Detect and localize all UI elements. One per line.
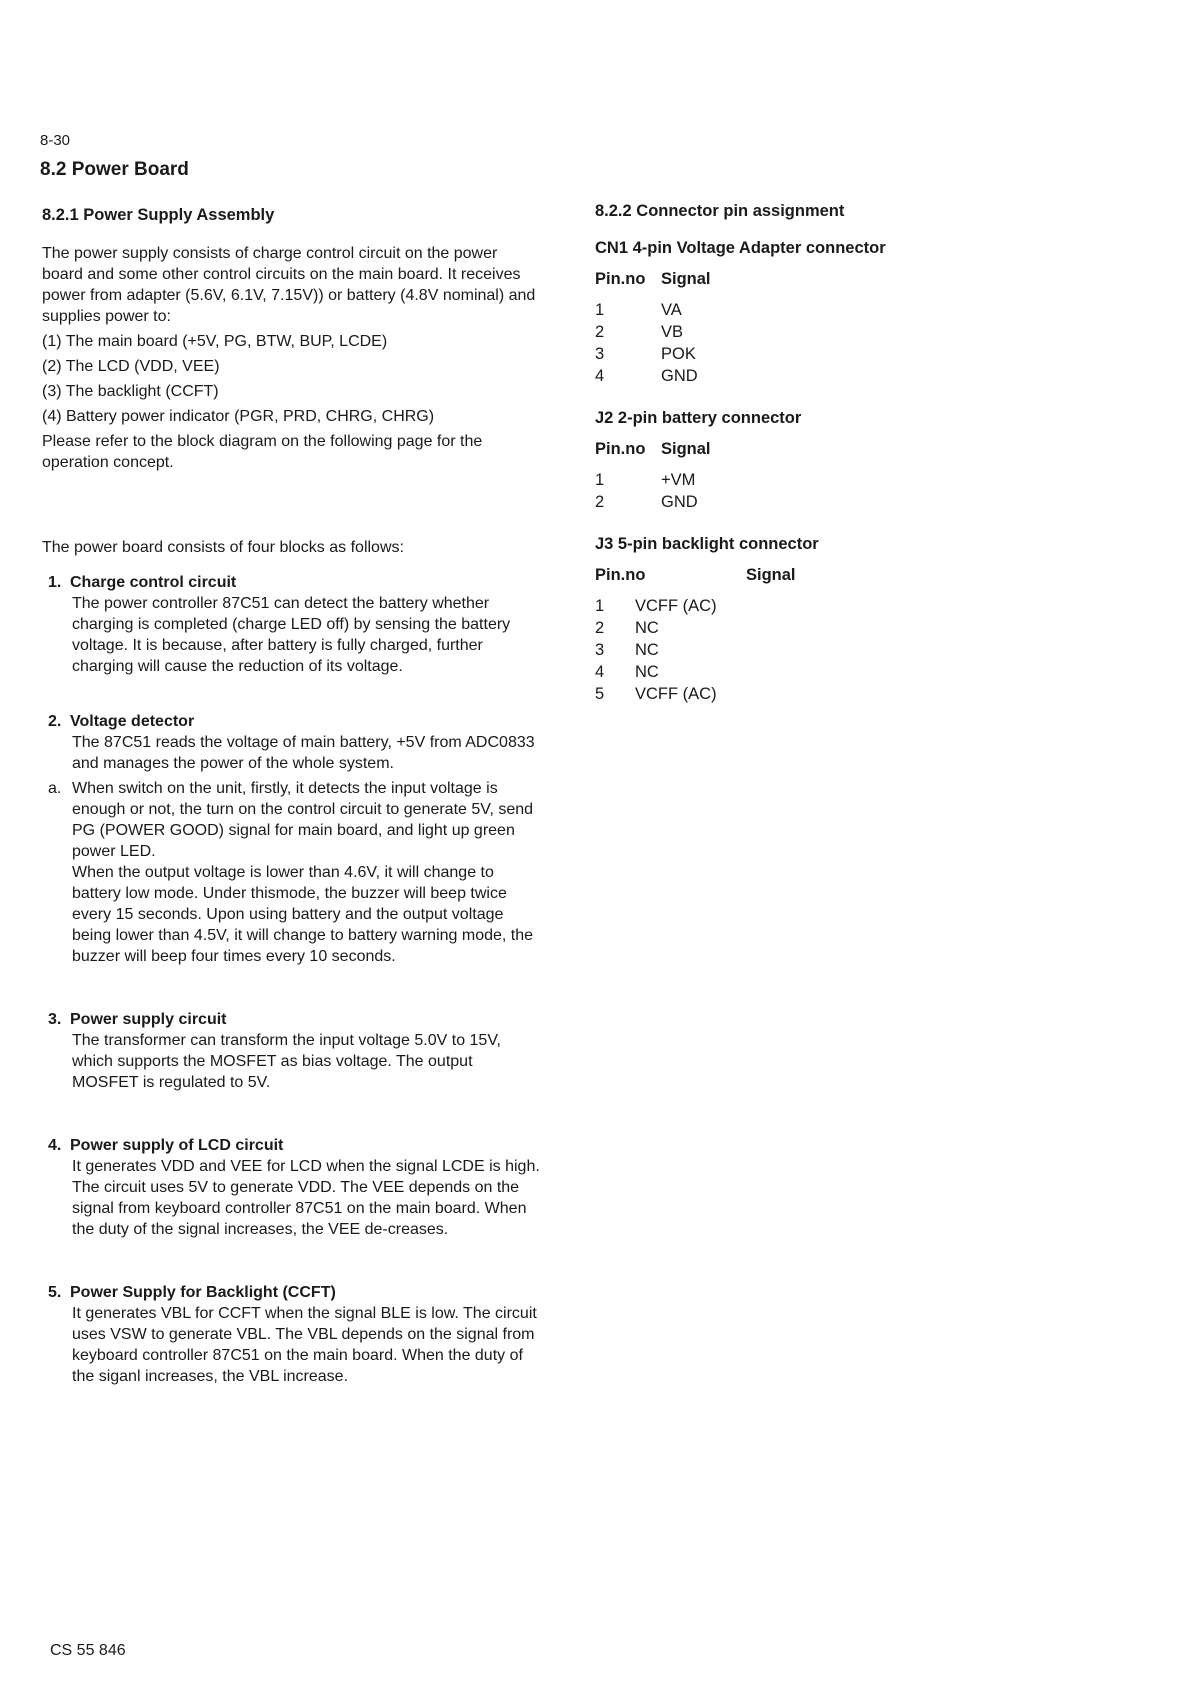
pin-number: 2 [595, 493, 605, 511]
right-column [595, 202, 1015, 705]
pin-number: 4 [595, 663, 605, 681]
left-column [42, 206, 542, 1387]
pin-row [595, 299, 1015, 321]
pin-number: 1 [595, 301, 605, 319]
pin-signal: POK [661, 345, 696, 363]
block-item-lcd-power [42, 1135, 542, 1240]
pin-signal: NC [635, 663, 659, 681]
block-item-heading [42, 1009, 542, 1030]
column-pin-header: Pin.no [595, 566, 646, 584]
section-title: 8.2 Power Board [40, 159, 189, 180]
subitem-paragraph-2: When the output voltage is lower than 4.6V, it will change to battery low mode. Under thismode, the buzzer will beep twice every 15 seconds. Upon using battery and the output voltage being lower than 4.5V, it will change to battery warning mode, the buzzer will beep four times every 10 seconds. [72, 864, 534, 965]
refer-paragraph: Please refer to the block diagram on the following page for the operation concept. [42, 433, 483, 471]
pin-row [595, 343, 1015, 365]
pin-signal: NC [635, 619, 659, 637]
supply-item-4: (4) Battery power indicator (PGR, PRD, CHRG, CHRG) [42, 408, 435, 425]
page-number: 8-30 [40, 132, 71, 149]
block-subitem-a [42, 778, 542, 967]
supply-item-2: (2) The LCD (VDD, VEE) [42, 358, 220, 375]
connector-cn1 [595, 239, 1015, 387]
block-item-number: 1. [48, 574, 62, 591]
block-item-body: It generates VBL for CCFT when the signal BLE is low. The circuit uses VSW to generate VBL. The VBL depends on the signal from keyboard controller 87C51 on the main board. When the duty of the siganl increases, the VBL increase. [72, 1305, 537, 1385]
pin-row [595, 617, 1015, 639]
column-pin-header: Pin.no [595, 440, 646, 458]
connector-header [595, 566, 1015, 585]
pin-number: 2 [595, 323, 605, 341]
pin-number: 2 [595, 619, 605, 637]
subsection-title-connector-pins: 8.2.2 Connector pin assignment [595, 202, 845, 220]
pin-number: 4 [595, 367, 605, 385]
connector-j3 [595, 535, 1015, 705]
pin-number: 1 [595, 471, 605, 489]
block-item-heading [42, 572, 542, 593]
block-item-number: 3. [48, 1011, 62, 1028]
connector-j2 [595, 409, 1015, 513]
pin-number: 3 [595, 345, 605, 363]
block-item-body: The transformer can transform the input voltage 5.0V to 15V, which supports the MOSFET as bias voltage. The output MOSFET is regulated to 5V. [72, 1032, 501, 1091]
subsection-title-power-supply-assembly: 8.2.1 Power Supply Assembly [42, 206, 275, 224]
blocks-intro: The power board consists of four blocks as follows: [42, 539, 404, 556]
column-signal-header: Signal [661, 440, 711, 458]
block-item-heading [42, 1282, 542, 1303]
block-item-backlight-power [42, 1282, 542, 1387]
block-item-title: Charge control circuit [70, 574, 237, 591]
block-item-title: Power Supply for Backlight (CCFT) [70, 1284, 336, 1301]
supply-item-3: (3) The backlight (CCFT) [42, 383, 219, 400]
block-item-power-supply-circuit [42, 1009, 542, 1093]
pin-row [595, 365, 1015, 387]
pin-signal: VCFF (AC) [635, 685, 717, 703]
pin-row [595, 661, 1015, 683]
connector-title: CN1 4-pin Voltage Adapter connector [595, 239, 886, 257]
pin-signal: VA [661, 301, 682, 319]
block-item-number: 2. [48, 713, 62, 730]
footer-doc-code: CS 55 846 [50, 1642, 126, 1659]
connector-title: J3 5-pin backlight connector [595, 535, 819, 553]
block-item-body: It generates VDD and VEE for LCD when the signal LCDE is high. The circuit uses 5V to generate VDD. The VEE depends on the signal from keyboard controller 87C51 on the main board. When the duty of the signal increases, the VEE de-creases. [72, 1158, 540, 1238]
block-item-title: Power supply circuit [70, 1011, 227, 1028]
pin-signal: VCFF (AC) [635, 597, 717, 615]
column-signal-header: Signal [661, 270, 711, 288]
block-item-body: The 87C51 reads the voltage of main battery, +5V from ADC0833 and manages the power of the whole system. [72, 734, 535, 772]
column-pin-header: Pin.no [595, 270, 646, 288]
pin-row [595, 595, 1015, 617]
pin-signal: GND [661, 367, 698, 385]
pin-row [595, 491, 1015, 513]
connector-header [595, 440, 1015, 459]
block-item-heading [42, 711, 542, 732]
pin-row [595, 321, 1015, 343]
block-item-charge-control [42, 572, 542, 677]
subitem-paragraph-1: When switch on the unit, firstly, it detects the input voltage is enough or not, the turn on the control circuit to generate 5V, send PG (POWER GOOD) signal for main board, and light up green power LED. [72, 780, 534, 860]
block-item-heading [42, 1135, 542, 1156]
intro-paragraph: The power supply consists of charge control circuit on the power board and some other control circuits on the main board. It receives power from adapter (5.6V, 6.1V, 7.15V)) or battery (4.8V nominal) and supplies power to: [42, 245, 536, 325]
block-item-title: Voltage detector [70, 713, 195, 730]
connector-title: J2 2-pin battery connector [595, 409, 802, 427]
pin-number: 1 [595, 597, 605, 615]
pin-signal: +VM [661, 471, 696, 489]
pin-signal: GND [661, 493, 698, 511]
connector-header [595, 270, 1015, 289]
column-signal-header: Signal [746, 566, 796, 584]
supply-item-1: (1) The main board (+5V, PG, BTW, BUP, LCDE) [42, 333, 388, 350]
pin-row [595, 639, 1015, 661]
pin-number: 3 [595, 641, 605, 659]
subitem-letter: a. [48, 780, 62, 797]
block-item-number: 4. [48, 1137, 62, 1154]
pin-row [595, 469, 1015, 491]
block-item-title: Power supply of LCD circuit [70, 1137, 284, 1154]
pin-signal: VB [661, 323, 684, 341]
block-item-body: The power controller 87C51 can detect the battery whether charging is completed (charge LED off) by sensing the battery voltage. It is because, after battery is fully charged, further charging will cause the reduction of its voltage. [72, 595, 511, 675]
block-item-number: 5. [48, 1284, 62, 1301]
pin-number: 5 [595, 685, 605, 703]
subitem-text [72, 778, 542, 967]
block-item-voltage-detector [42, 711, 542, 967]
pin-signal: NC [635, 641, 659, 659]
pin-row [595, 683, 1015, 705]
